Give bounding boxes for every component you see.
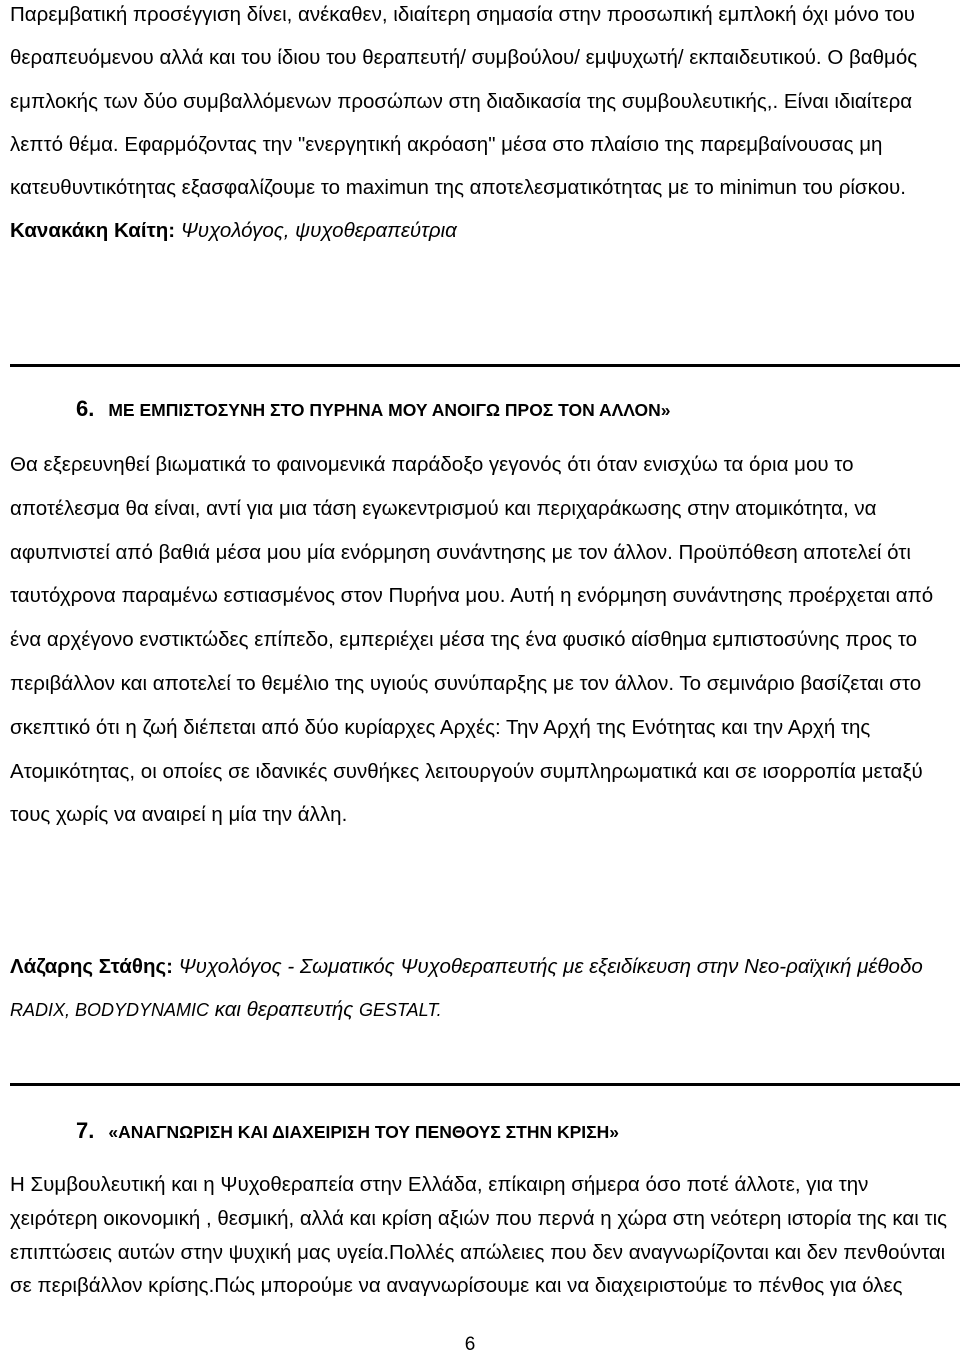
section5-author-name: Κανακάκη Καίτη: <box>10 219 176 243</box>
section6-author-role-and: και θεραπευτής <box>209 998 359 1021</box>
section7-title: «ΑΝΑΓΝΩΡΙΣΗ ΚΑΙ ΔΙΑΧΕΙΡΙΣΗ ΤΟΥ ΠΕΝΘΟΥΣ ΣΤΗΝ ΚΡΙΣΗ» <box>108 1122 620 1142</box>
section6-paragraph: Θα εξερευνηθεί βιωματικά το φαινομενικά παράδοξο γεγονός ότι όταν ενισχύω τα όρια μου το αποτέλεσμα θα είναι, αντί για μια τάση εγωκεντρισμού και περιχαράκωσης στην ατομικότητα, να αφυπνιστεί από βαθιά μέσα μου μία ενόρμηση συνάντησης με τον άλλον. Προϋπόθεση αποτελεί ότι ταυτόχρονα παραμένω εστιασμένος στον Πυρήνα μου. Αυτή η ενόρμηση συνάντησης προέρχεται από ένα αρχέγονο ενστικτώδες επίπεδο, εμπεριέχει μέσα της ένα φυσικό αίσθημα εμπιστοσύνης προς το περιβάλλον και αποτελεί το θεμέλιο της υγιούς συνύπαρξης με τον άλλον. Το σεμινάριο βασίζεται στο σκεπτικό ότι η ζωή διέπεται από δύο κυρίαρχες Αρχές: Την Αρχή της Ενότητας και την Αρχή της Ατομικότητας, οι οποίες σε ιδανικές συνθήκες λειτουργούν συμπληρωματικά και σε ισορροπία μεταξύ τους χωρίς να αναιρεί η μία την άλλη. <box>10 453 934 827</box>
divider-rule <box>10 364 960 367</box>
section7-number: 7. <box>76 1118 95 1143</box>
divider-rule <box>10 1083 960 1086</box>
section6-title: ΜΕ ΕΜΠΙΣΤΟΣΥΝΗ ΣΤΟ ΠΥΡΗΝΑ ΜΟΥ ΑΝΟΙΓΩ ΠΡΟΣ ΤΟΝ ΑΛΛΟΝ» <box>108 400 671 420</box>
section6-author <box>10 945 955 1032</box>
section5-paragraph: Παρεμβατική προσέγγιση δίνει, ανέκαθεν, ιδιαίτερη σημασία στην προσωπική εμπλοκή όχι μόνο του θεραπευόμενου αλλά και του ίδιου του θεραπευτή/ συμβούλου/ εμψυχωτή/ εκπαιδευτικού. Ο βαθμός εμπλοκής των δύο συμβαλλόμενων προσώπων στη διαδικασία της συμβουλευτικής,. Είναι ιδιαίτερα λεπτό θέμα. Εφαρμόζοντας την "ενεργητική ακρόαση" μέσα στο πλαίσιο της παρεμβαίνουσας μη κατευθυντικότητας εξασφαλίζουμε το maximun της αποτελεσματικότητας με το minimun του ρίσκου. <box>10 3 918 200</box>
page-number: 6 <box>464 1334 476 1355</box>
section5-author-role: Ψυχολόγος, ψυχοθεραπεύτρια <box>175 219 457 243</box>
section6-author-role-methods: RADIX, BODYDYNAMIC <box>10 1000 210 1020</box>
section6-author-role: Ψυχολόγος - Σωματικός Ψυχοθεραπευτής με εξειδίκευση στην Νεο-ραϊχική μέθοδο <box>172 955 923 978</box>
section6-number: 6. <box>76 396 95 421</box>
section7-paragraph: Η Συμβουλευτική και η Ψυχοθεραπεία στην Ελλάδα, επίκαιρη σήμερα όσο ποτέ άλλοτε, για την χειρότερη οικονομική , θεσμική, αλλά και κρίση αξιών που περνά η χώρα στη νεότερη ιστορία της και τις επιπτώσεις αυτών στην ψυχική μας υγεία.Πολλές απώλειες που δεν αναγνωρίζονται και δεν πενθούνται σε περιβάλλον κρίσης.Πώς μπορούμε να αναγνωρίσουμε και να διαχειριστούμε το πένθος για όλες <box>10 1173 948 1298</box>
document-page <box>10 0 950 1298</box>
section6-author-name: Λάζαρης Στάθης: <box>10 955 173 978</box>
section5-author <box>10 209 950 252</box>
section6-heading <box>76 396 671 422</box>
section6-author-role-gestalt: GESTALT. <box>358 1000 442 1020</box>
section7-heading <box>76 1118 619 1144</box>
